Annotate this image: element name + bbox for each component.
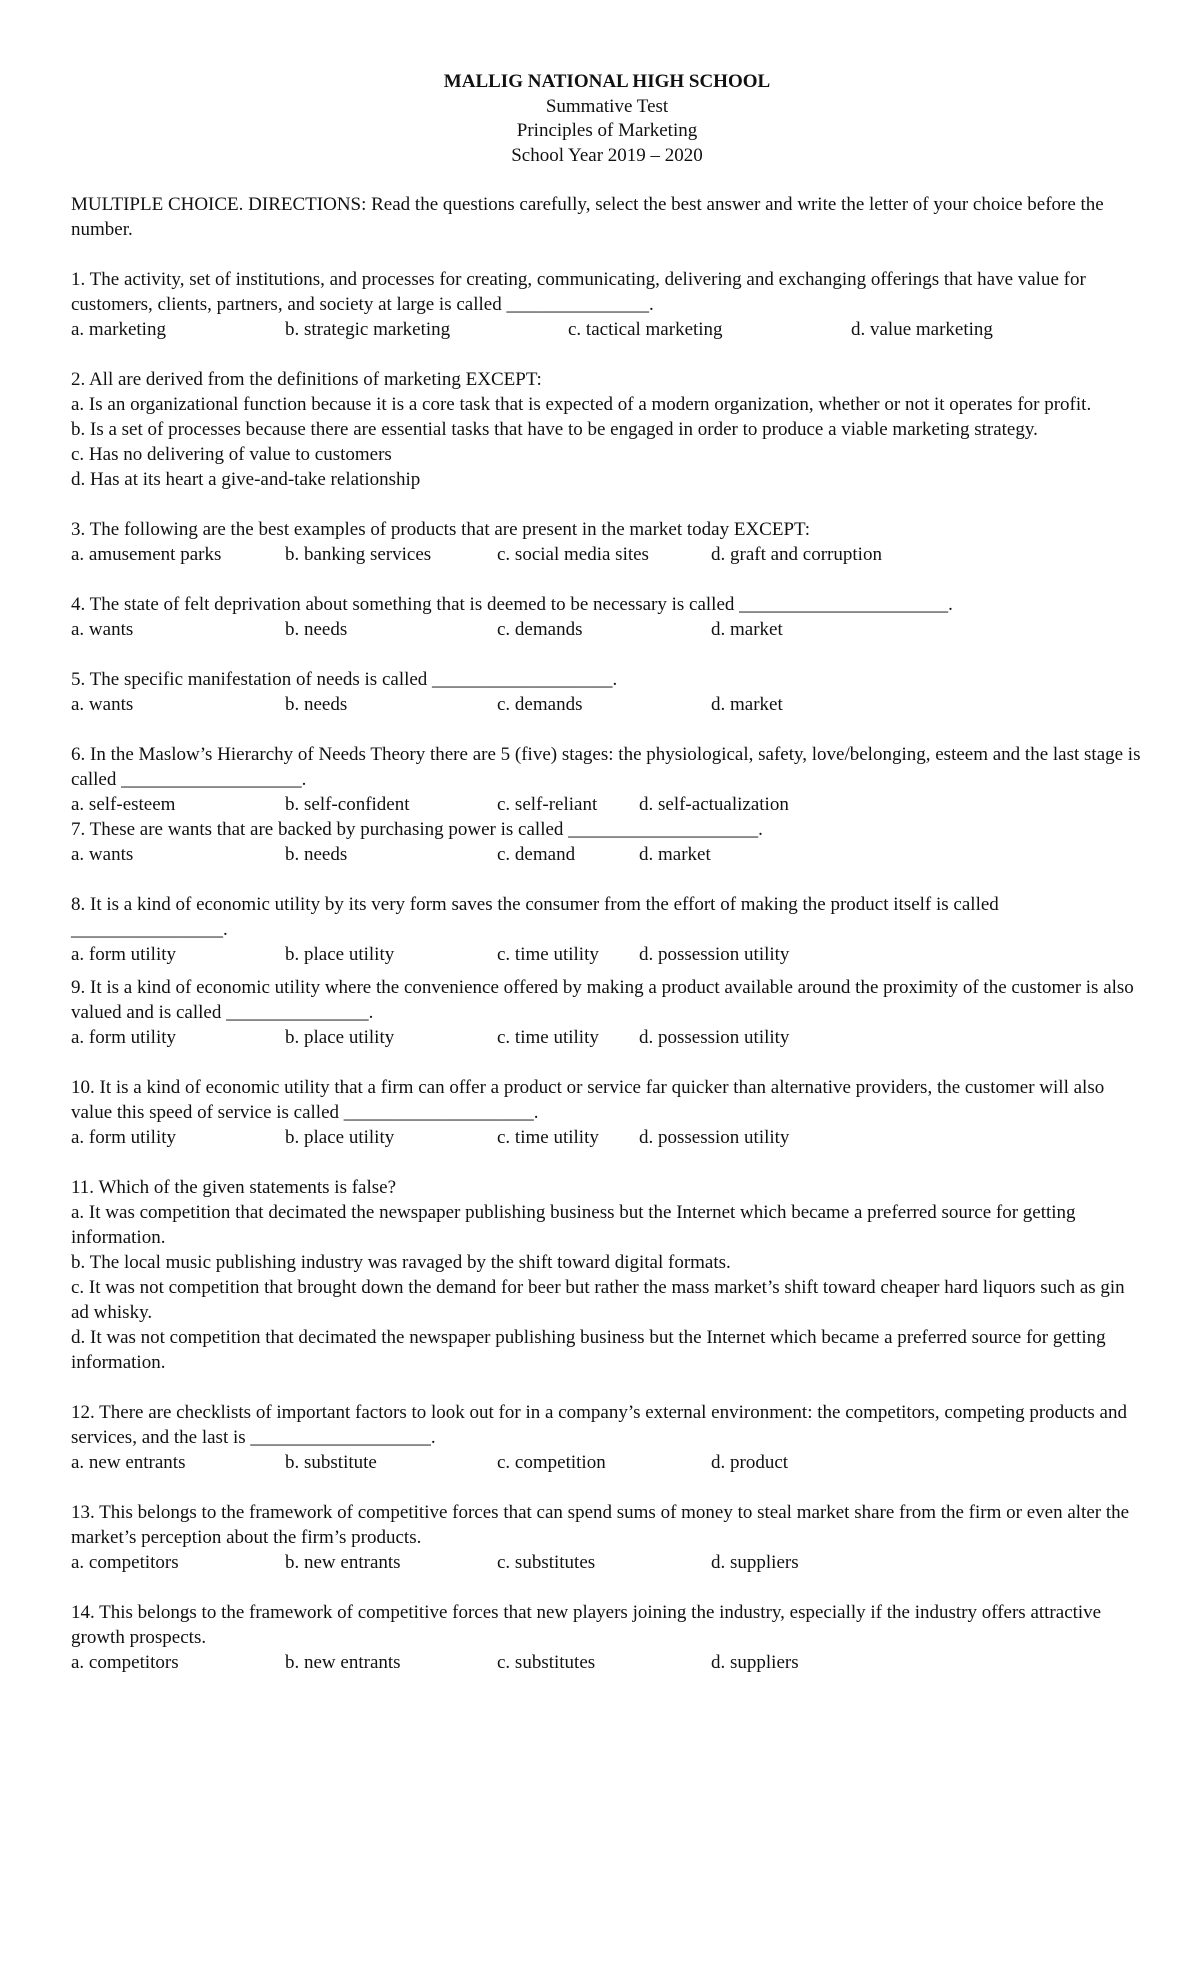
question-10 (71, 1075, 1143, 1150)
choice-c: c. substitutes (497, 1552, 596, 1573)
choice-row (71, 942, 1143, 967)
choice-b: b. new entrants (285, 1652, 401, 1673)
choice-b: b. place utility (285, 944, 395, 965)
question-13 (71, 1500, 1143, 1575)
question-3 (71, 517, 1143, 567)
test-page (71, 70, 1143, 1700)
question-stem: 10. It is a kind of economic utility that a firm can offer a product or service far quicker than alternative providers, the customer will also value this speed of service is called ____________________. (71, 1077, 1105, 1123)
choice-c: c. time utility (497, 1127, 599, 1148)
question-stem: 13. This belongs to the framework of competitive forces that can spend sums of money to steal market share from the firm or even alter the market’s perception about the firm’s products. (71, 1502, 1130, 1548)
question-stem: 7. These are wants that are backed by purchasing power is called ____________________. (71, 819, 763, 840)
question-stem: 8. It is a kind of economic utility by its very form saves the consumer from the effort of making the product itself is called ________________. (71, 894, 999, 940)
choice-c: c. time utility (497, 1027, 599, 1048)
choice-d: d. value marketing (851, 319, 993, 340)
choice-d: d. market (639, 844, 711, 865)
choice-a: a. wants (71, 619, 134, 640)
question-7 (71, 817, 1143, 867)
choice-d: d. graft and corruption (711, 544, 882, 565)
choice-a: a. form utility (71, 944, 177, 965)
question-stem: 1. The activity, set of institutions, and processes for creating, communicating, delivering and exchanging offerings that have value for customers, clients, partners, and society at large is called _______________. (71, 269, 1086, 315)
test-title: Summative Test (545, 95, 669, 117)
option-c: c. Has no delivering of value to customers (71, 444, 392, 465)
choice-a: a. competitors (71, 1652, 179, 1673)
choice-a: a. form utility (71, 1027, 177, 1048)
choice-row (71, 1550, 1143, 1575)
choice-a: a. wants (71, 694, 134, 715)
choice-c: c. time utility (497, 944, 599, 965)
choice-d: d. suppliers (711, 1552, 799, 1573)
choice-b: b. banking services (285, 544, 432, 565)
option-d: d. It was not competition that decimated the newspaper publishing business but the Internet which became a preferred source for getting information. (71, 1327, 1106, 1373)
question-6 (71, 742, 1143, 817)
choice-row (71, 842, 1143, 867)
choice-row (71, 317, 1143, 342)
question-1 (71, 267, 1143, 342)
question-stem: 2. All are derived from the definitions of marketing EXCEPT: (71, 369, 542, 390)
choice-c: c. demands (497, 619, 583, 640)
option-b: b. The local music publishing industry was ravaged by the shift toward digital formats. (71, 1252, 731, 1273)
choice-b: b. place utility (285, 1027, 395, 1048)
choice-b: b. self-confident (285, 794, 410, 815)
choice-a: a. marketing (71, 319, 166, 340)
choice-a: a. new entrants (71, 1452, 186, 1473)
choice-c: c. self-reliant (497, 794, 598, 815)
choice-c: c. demands (497, 694, 583, 715)
choice-b: b. new entrants (285, 1552, 401, 1573)
option-c: c. It was not competition that brought down the demand for beer but rather the mass market’s shift toward cheaper hard liquors such as gin ad whisky. (71, 1277, 1125, 1323)
question-8 (71, 892, 1143, 967)
choice-a: a. competitors (71, 1552, 179, 1573)
choice-c: c. tactical marketing (568, 319, 723, 340)
question-stem: 4. The state of felt deprivation about something that is deemed to be necessary is called ______________________. (71, 594, 953, 615)
choice-a: a. self-esteem (71, 794, 176, 815)
option-b: b. Is a set of processes because there are essential tasks that have to be engaged in order to produce a viable marketing strategy. (71, 419, 1038, 440)
choice-b: b. place utility (285, 1127, 395, 1148)
choice-d: d. suppliers (711, 1652, 799, 1673)
choice-row (71, 617, 1143, 642)
choice-c: c. social media sites (497, 544, 649, 565)
option-d: d. Has at its heart a give-and-take relationship (71, 469, 421, 490)
choice-b: b. substitute (285, 1452, 377, 1473)
choice-d: d. market (711, 619, 783, 640)
directions-text: MULTIPLE CHOICE. DIRECTIONS: Read the questions carefully, select the best answer and write the letter of your choice before the number. (71, 194, 1104, 240)
choice-row (71, 1025, 1143, 1050)
choice-row (71, 542, 1143, 567)
option-a: a. Is an organizational function because it is a core task that is expected of a modern organization, whether or not it operates for profit. (71, 394, 1092, 415)
question-stem: 14. This belongs to the framework of competitive forces that new players joining the industry, especially if the industry offers attractive growth prospects. (71, 1602, 1102, 1648)
choice-b: b. strategic marketing (285, 319, 451, 340)
test-header (71, 70, 1143, 168)
choice-d: d. market (711, 694, 783, 715)
choice-d: d. possession utility (639, 1027, 790, 1048)
choice-a: a. wants (71, 844, 134, 865)
choice-a: a. amusement parks (71, 544, 222, 565)
option-a: a. It was competition that decimated the newspaper publishing business but the Internet which became a preferred source for getting information. (71, 1202, 1076, 1248)
question-14 (71, 1600, 1143, 1675)
question-stem: 9. It is a kind of economic utility where the convenience offered by making a product available around the proximity of the customer is also valued and is called _______________. (71, 977, 1134, 1023)
choice-b: b. needs (285, 844, 348, 865)
choice-row (71, 1450, 1143, 1475)
choice-d: d. possession utility (639, 944, 790, 965)
choice-row (71, 792, 1143, 817)
school-name: MALLIG NATIONAL HIGH SCHOOL (443, 71, 771, 92)
question-stem: 6. In the Maslow’s Hierarchy of Needs Theory there are 5 (five) stages: the physiological, safety, love/belonging, esteem and the last stage is called ___________________. (71, 744, 1141, 790)
question-stem: 12. There are checklists of important factors to look out for in a company’s external environment: the competitors, competing products and services, and the last is ___________________. (71, 1402, 1127, 1448)
question-9 (71, 975, 1143, 1050)
choice-b: b. needs (285, 619, 348, 640)
question-12 (71, 1400, 1143, 1475)
choice-c: c. competition (497, 1452, 606, 1473)
subject-title: Principles of Marketing (516, 120, 698, 141)
choice-row (71, 692, 1143, 717)
choice-c: c. demand (497, 844, 576, 865)
question-4 (71, 592, 1143, 642)
choice-d: d. possession utility (639, 1127, 790, 1148)
choice-a: a. form utility (71, 1127, 177, 1148)
choice-row (71, 1650, 1143, 1675)
choice-d: d. self-actualization (639, 794, 789, 815)
question-stem: 11. Which of the given statements is false? (71, 1177, 397, 1198)
choice-b: b. needs (285, 694, 348, 715)
question-2 (71, 367, 1143, 492)
choice-c: c. substitutes (497, 1652, 596, 1673)
choice-row (71, 1125, 1143, 1150)
question-5 (71, 667, 1143, 717)
question-stem: 3. The following are the best examples of products that are present in the market today EXCEPT: (71, 519, 810, 540)
school-year: School Year 2019 – 2020 (511, 144, 703, 166)
question-stem: 5. The specific manifestation of needs is called ___________________. (71, 669, 618, 690)
choice-d: d. product (711, 1452, 789, 1473)
question-11 (71, 1175, 1143, 1375)
